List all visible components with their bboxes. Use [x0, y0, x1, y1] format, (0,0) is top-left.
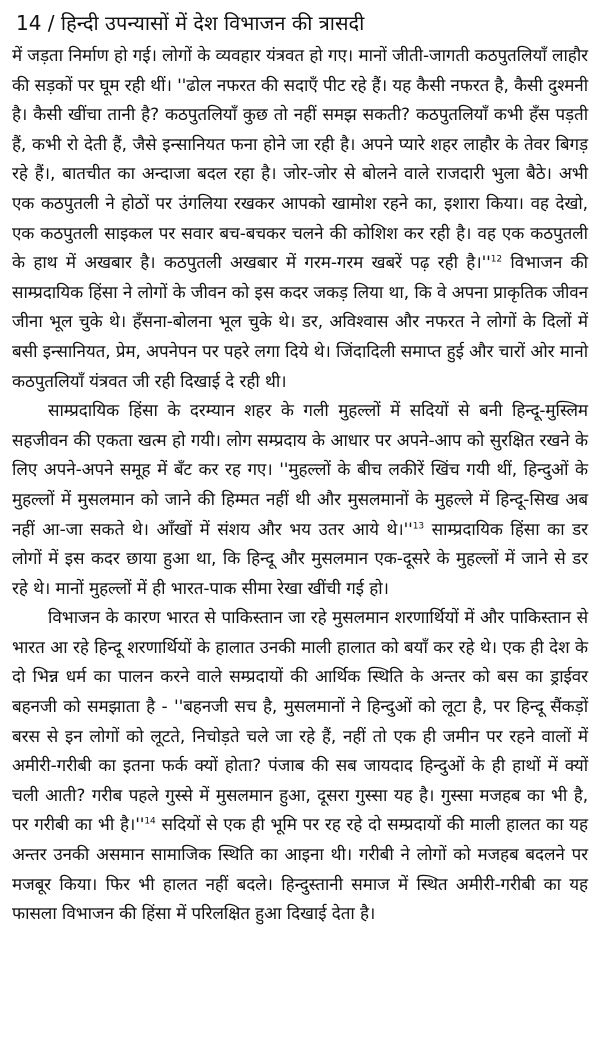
footnote-ref-13[interactable]: 13 — [412, 520, 425, 531]
paragraph-1-text-b: विभाजन की साम्प्रदायिक हिंसा ने लोगों के जीवन को इस कदर जकड़ लिया था, कि वे अपना प्राकृतिक जीवन जीना भूल चुके थे। हँसना-बोलना भूल चुके थे। डर, अविश्वास और नफरत ने लोगों के दिलों में बसी इन्सानियत, प्रेम, अपनेपन पर पहरे लगा दिये थे। जिंदादिली समाप्त हुई और चारों ओर मानो कठपुतलियाँ यंत्रवत जी रही दिखाई दे रही थी। — [12, 253, 588, 392]
paragraph-3 — [12, 604, 588, 930]
paragraph-1-text-a: में जड़ता निर्माण हो गई। लोगों के व्यवहार यंत्रवत हो गए। मानों जीती-जागती कठपुतलियाँ लाहौर की सड़कों पर घूम रही थीं। ''ढोल नफरत की सदाएँ पीट रहे हैं। यह कैसी नफरत है, कैसी दुश्मनी है। कैसी खींचा तानी है? कठपुतलियाँ कुछ तो नहीं समझ सकती? कठपुतलियाँ कभी हँस पड़ती हैं, कभी रो देती हैं, जैसे इन्सानियत फना होने जा रही है। अपने प्यारे शहर लाहौर के तेवर बिगड़ रहे हैं।, बातचीत का अन्दाजा बदल रहा है। जोर-जोर से बोलने वाले राजदारी भुला बैठे। अभी एक कठपुतली ने होठों पर उंगलिया रखकर आपको खामोश रहने का, इशारा किया। वह देखो, एक कठपुतली साइकल पर सवार बच-बचकर चलने की कोशिश कर रही है। वह एक कठपुतली के हाथ में अखबार है। कठपुतली अखबार में गरम-गरम खबरें पढ़ रही है।'' — [12, 46, 588, 274]
header-separator: / — [41, 11, 61, 35]
paragraph-2-text-b: साम्प्रदायिक हिंसा का डर लोगों में इस कदर छाया हुआ था, कि हिन्दू और मुसलमान एक-दूसरे के मुहल्लों में जाने से डर रहे थे। मानों मुहल्लों में ही भारत-पाक सीमा रेखा खींची गई हो। — [12, 519, 589, 599]
footnote-ref-12[interactable]: 12 — [490, 254, 502, 265]
paragraph-2-text-a: साम्प्रदायिक हिंसा के दरम्यान शहर के गली मुहल्लों में सदियों से बनी हिन्दू-मुस्लिम सहजीवन की एकता खत्म हो गयी। लोग सम्प्रदाय के आधार पर अपने-आप को सुरक्षित रखने के लिए अपने-अपने समूह में बँट कर रह गए। ''मुहल्लों के बीच लकीरें खिंच गयी थीं, हिन्दुओं के मुहल्लों में मुसलमान को जाने की हिम्मत नहीं थी और मुसलमानों के मुहल्ले में हिन्दू-सिख अब नहीं आ-जा सकते थे। आँखों में संशय और भय उतर आये थे।'' — [12, 401, 588, 540]
paragraph-2 — [12, 397, 588, 604]
page-number: 14 — [16, 11, 42, 35]
book-title: हिन्दी उपन्यासों में देश विभाजन की त्रासदी — [60, 11, 365, 35]
paragraph-3-text-b: सदियों से एक ही भूमि पर रह रहे दो सम्प्रदायों की माली हालत का यह अन्तर उनकी असमान सामाजिक स्थिति का आइना थी। गरीबी ने लोगों को मजहब बदलने पर मजबूर किया। फिर भी हालत नहीं बदले। हिन्दुस्तानी समाज में स्थित अमीरी-गरीबी का यह फासला विभाजन की हिंसा में परिलक्षित हुआ दिखाई देता है। — [12, 815, 588, 925]
running-header — [16, 10, 588, 36]
paragraph-1 — [12, 42, 588, 397]
footnote-ref-14[interactable]: 14 — [144, 816, 156, 827]
paragraph-3-text-a: विभाजन के कारण भारत से पाकिस्तान जा रहे मुसलमान शरणार्थियों में और पाकिस्तान से भारत आ रहे हिन्दू शरणार्थियों के हालात उनकी माली हालात को बयाँ कर रहे थे। एक ही देश के दो भिन्न धर्म का पालन करने वाले सम्प्रदायों की आर्थिक स्थिति के अन्तर को बस का ड्राईवर बहनजी को समझाता है - ''बहनजी सच है, मुसलमानों ने हिन्दुओं को लूटा है, पर हिन्दू सैंकड़ों बरस से इन लोगों को लूटते, निचोड़ते चले जा रहे हैं, नहीं तो एक ही जमीन पर रहने वालों में अमीरी-गरीबी का इतना फर्क क्यों होता? पंजाब की सब जायदाद हिन्दुओं के ही हाथों में क्यों चली आती? गरीब पहले गुस्से में मुसलमान हुआ, दूसरा गुस्सा यह है। गुस्सा मजहब का भी है, पर गरीबी का भी है।'' — [12, 608, 588, 836]
